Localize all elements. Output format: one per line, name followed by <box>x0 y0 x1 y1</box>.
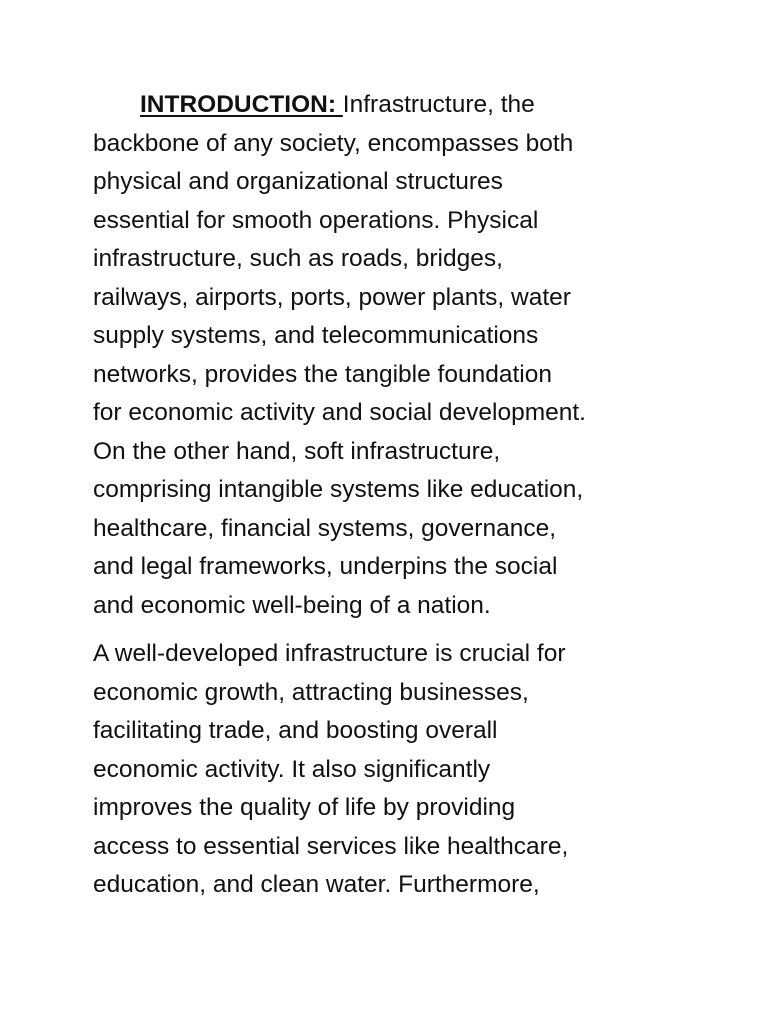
body-paragraph <box>93 635 683 905</box>
paragraph-line <box>93 86 683 125</box>
paragraph-line: education, and clean water. Furthermore, <box>93 871 540 898</box>
paragraph-line: healthcare, financial systems, governance, <box>93 514 557 542</box>
paragraph-line: access to essential services like healthcare, <box>93 832 569 860</box>
paragraph-line: railways, airports, ports, power plants, water <box>93 283 571 311</box>
introduction-heading: INTRODUCTION: <box>140 91 343 118</box>
paragraph-line: A well-developed infrastructure is crucial for <box>93 640 566 667</box>
paragraph-line: networks, provides the tangible foundation <box>93 360 552 388</box>
paragraph-line: economic activity. It also significantly <box>93 755 491 783</box>
document-page <box>93 86 683 905</box>
paragraph-line: facilitating trade, and boosting overall <box>93 717 498 744</box>
paragraph-text: Infrastructure, the <box>342 91 535 118</box>
paragraph-line: supply systems, and telecommunications <box>93 322 539 349</box>
paragraph-line: backbone of any society, encompasses both <box>93 129 574 157</box>
paragraph-line: On the other hand, soft infrastructure, <box>93 437 501 465</box>
paragraph-line: economic growth, attracting businesses, <box>93 678 529 706</box>
intro-paragraph <box>93 86 683 625</box>
paragraph-line: essential for smooth operations. Physical <box>93 206 539 234</box>
paragraph-line: comprising intangible systems like education, <box>93 476 584 503</box>
paragraph-line: for economic activity and social development. <box>93 399 586 426</box>
paragraph-line: physical and organizational structures <box>93 168 503 195</box>
paragraph-line: and legal frameworks, underpins the social <box>93 553 558 580</box>
paragraph-line: infrastructure, such as roads, bridges, <box>93 245 503 272</box>
paragraph-line: improves the quality of life by providing <box>93 794 516 821</box>
paragraph-line: and economic well-being of a nation. <box>93 591 491 619</box>
